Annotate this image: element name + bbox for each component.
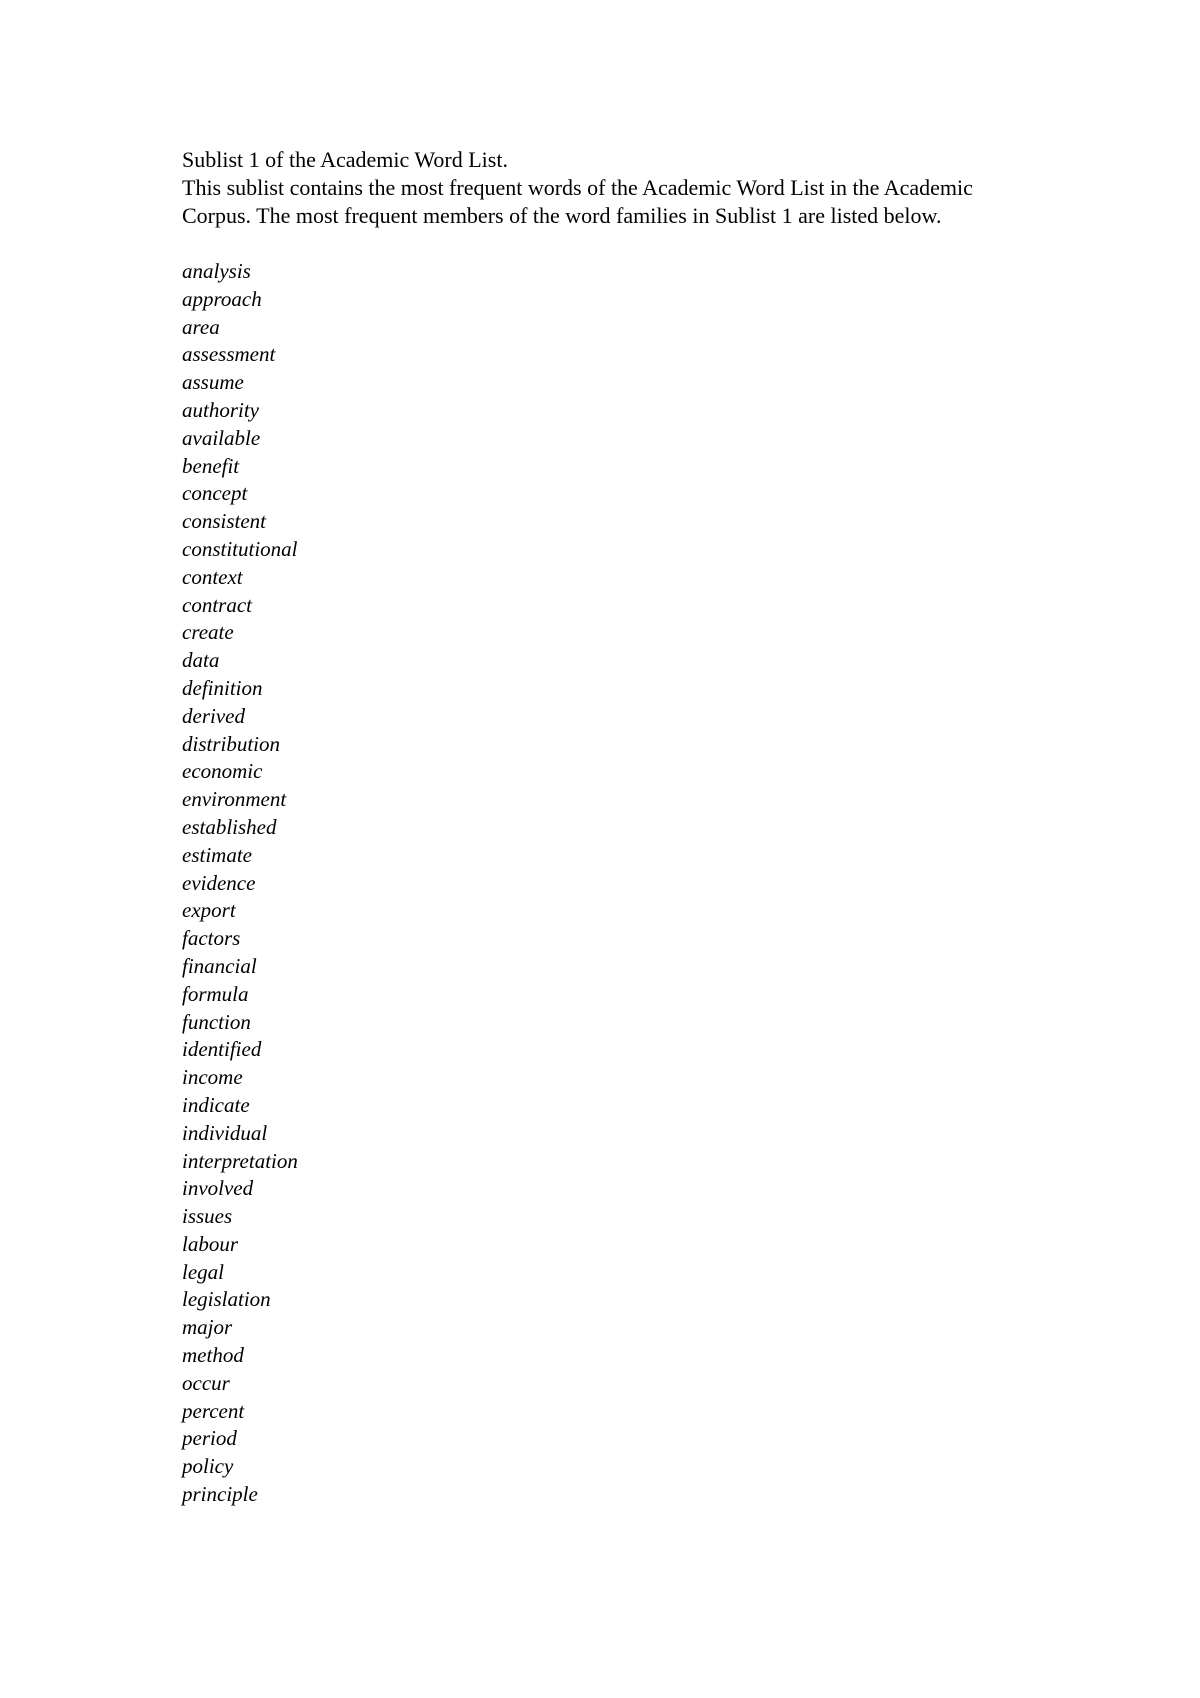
word-list-item: major — [182, 1315, 233, 1340]
word-list-item: export — [182, 898, 236, 923]
word-list-item: legislation — [182, 1287, 271, 1312]
word-list-item: assume — [182, 370, 244, 395]
word-list-item: interpretation — [182, 1148, 298, 1173]
intro-section — [182, 146, 1032, 230]
word-list-item: method — [182, 1343, 244, 1368]
word-list-item: percent — [182, 1398, 245, 1423]
word-list-item: environment — [182, 787, 287, 812]
word-list-item: function — [182, 1009, 251, 1034]
word-list-item: indicate — [182, 1092, 250, 1117]
word-list-item: policy — [182, 1454, 234, 1479]
word-list-item: individual — [182, 1120, 268, 1145]
word-list-item: analysis — [182, 259, 251, 283]
word-list-item: factors — [182, 926, 241, 951]
word-list-item: assessment — [182, 342, 276, 367]
word-list — [182, 258, 1032, 1509]
document-description: This sublist contains the most frequent words of the Academic Word List in the Academic Corpus. The most frequent members of the word families in Sublist 1 are listed below. — [182, 175, 973, 228]
document-heading: Sublist 1 of the Academic Word List. — [182, 147, 508, 172]
word-list-item: period — [182, 1426, 237, 1451]
word-list-item: approach — [182, 286, 262, 311]
word-list-item: definition — [182, 675, 263, 700]
word-list-item: estimate — [182, 842, 252, 867]
word-list-item: formula — [182, 981, 249, 1006]
document-content — [182, 146, 1032, 1509]
word-list-item: involved — [182, 1176, 254, 1201]
word-list-item: issues — [182, 1204, 233, 1229]
word-list-item: consistent — [182, 509, 266, 534]
word-list-item: area — [182, 314, 220, 339]
word-list-item: context — [182, 564, 243, 589]
word-list-item: economic — [182, 759, 263, 784]
word-list-item: evidence — [182, 870, 256, 895]
word-list-item: authority — [182, 397, 259, 422]
word-list-item: established — [182, 814, 277, 839]
word-list-item: create — [182, 620, 234, 645]
word-list-item: available — [182, 425, 261, 450]
word-list-item: occur — [182, 1370, 230, 1395]
word-list-item: data — [182, 648, 220, 673]
word-list-item: financial — [182, 953, 257, 978]
word-list-item: income — [182, 1065, 243, 1090]
word-list-item: constitutional — [182, 536, 298, 561]
word-list-item: identified — [182, 1037, 262, 1062]
word-list-item: legal — [182, 1259, 224, 1284]
word-list-item: principle — [182, 1482, 258, 1507]
word-list-item: contract — [182, 592, 252, 617]
word-list-item: benefit — [182, 453, 240, 478]
word-list-item: distribution — [182, 731, 281, 756]
word-list-item: derived — [182, 703, 245, 728]
word-list-item: labour — [182, 1231, 239, 1256]
word-list-item: concept — [182, 481, 248, 506]
